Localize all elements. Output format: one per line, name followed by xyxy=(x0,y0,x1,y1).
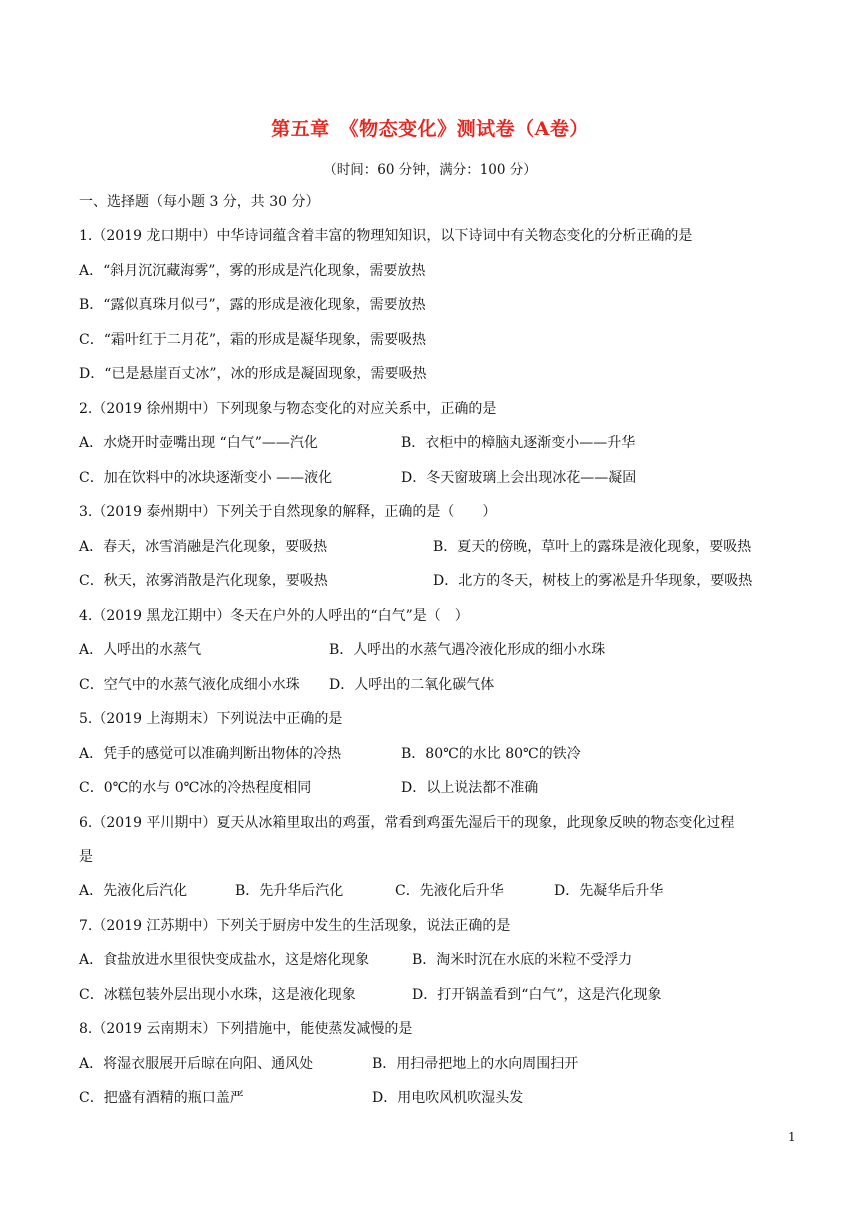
question-2-option-b: B．衣柜中的樟脑丸逐渐变小——升华 xyxy=(401,435,636,451)
question-3-option-b: B．夏天的傍晚，草叶上的露珠是液化现象，要吸热 xyxy=(433,539,752,555)
question-8-option-b: B．用扫帚把地上的水向周围扫开 xyxy=(372,1056,579,1072)
question-7-option-b: B．淘米时沉在水底的米粒不受浮力 xyxy=(412,952,633,968)
question-3-option-c: C．秋天，浓雾消散是汽化现象，要吸热 xyxy=(79,573,328,589)
question-7-option-a: A．食盐放进水里很快变成盐水，这是熔化现象 xyxy=(79,952,370,968)
question-2-option-c: C．加在饮料中的冰块逐渐变小 ——液化 xyxy=(79,470,333,486)
question-2-option-d: D．冬天窗玻璃上会出现冰花——凝固 xyxy=(401,470,637,486)
question-5-stem: 5.（2019 上海期末）下列说法中正确的是 xyxy=(79,711,343,727)
question-8-option-c: C．把盛有酒精的瓶口盖严 xyxy=(79,1090,244,1106)
question-8-option-a: A．将湿衣服展开后晾在向阳、通风处 xyxy=(79,1056,314,1072)
question-6-option-d: D．先凝华后升华 xyxy=(554,883,664,899)
question-8-stem: 8.（2019 云南期末）下列措施中，能使蒸发减慢的是 xyxy=(79,1021,413,1037)
question-6-stem-continued: 是 xyxy=(79,849,93,865)
question-8-option-d: D．用电吹风机吹湿头发 xyxy=(372,1090,524,1106)
question-4-option-c: C．空气中的水蒸气液化成细小水珠 xyxy=(79,677,300,693)
question-4-stem: 4.（2019 黑龙江期中）冬天在户外的人呼出的“白气”是（ ） xyxy=(79,608,469,624)
question-4-option-b: B．人呼出的水蒸气遇冷液化形成的细小水珠 xyxy=(329,642,606,658)
question-6-stem: 6.（2019 平川期中）夏天从冰箱里取出的鸡蛋，常看到鸡蛋先湿后干的现象，此现象反映的物态变化过程 xyxy=(79,815,735,831)
question-5-option-d: D．以上说法都不准确 xyxy=(401,780,539,796)
question-4-option-d: D．人呼出的二氧化碳气体 xyxy=(329,677,495,693)
question-6-option-a: A．先液化后汽化 xyxy=(79,883,188,899)
question-1-option-a: A．“斜月沉沉藏海雾”，雾的形成是汽化现象，需要放热 xyxy=(79,263,426,279)
question-5-option-c: C．0℃的水与 0℃冰的冷热程度相同 xyxy=(79,780,312,796)
page-number: 1 xyxy=(788,1130,796,1144)
question-7-stem: 7.（2019 江苏期中）下列关于厨房中发生的生活现象，说法正确的是 xyxy=(79,918,511,934)
question-4-option-a: A．人呼出的水蒸气 xyxy=(79,642,202,658)
question-2-option-a: A．水烧开时壶嘴出现 “白气”——汽化 xyxy=(79,435,318,451)
question-1-option-d: D．“已是悬崖百丈冰”，冰的形成是凝固现象，需要吸热 xyxy=(79,366,427,382)
question-5-option-b: B．80℃的水比 80℃的铁冷 xyxy=(401,746,581,762)
exam-info: （时间：60 分钟，满分：100 分） xyxy=(323,162,537,178)
question-3-option-a: A．春天，冰雪消融是汽化现象，要吸热 xyxy=(79,539,328,555)
question-1-stem: 1.（2019 龙口期中）中华诗词蕴含着丰富的物理知知识，以下诗词中有关物态变化的分析正确的是 xyxy=(79,228,693,244)
question-5-option-a: A．凭手的感觉可以准确判断出物体的冷热 xyxy=(79,746,342,762)
page-title: 第五章 《物态变化》测试卷（A卷） xyxy=(271,118,589,140)
question-1-option-c: C．“霜叶红于二月花”，霜的形成是凝华现象，需要吸热 xyxy=(79,332,427,348)
question-3-option-d: D．北方的冬天，树枝上的雾凇是升华现象，要吸热 xyxy=(433,573,753,589)
question-7-option-d: D．打开锅盖看到“白气”，这是汽化现象 xyxy=(412,987,662,1003)
question-3-stem: 3.（2019 泰州期中）下列关于自然现象的解释，正确的是（ ） xyxy=(79,504,497,520)
question-6-option-b: B．先升华后汽化 xyxy=(235,883,344,899)
section-heading: 一、选择题（每小题 3 分，共 30 分） xyxy=(79,194,320,210)
question-1-option-b: B．“露似真珠月似弓”，露的形成是液化现象，需要放热 xyxy=(79,297,426,313)
question-2-stem: 2.（2019 徐州期中）下列现象与物态变化的对应关系中，正确的是 xyxy=(79,401,497,417)
question-7-option-c: C．冰糕包装外层出现小水珠，这是液化现象 xyxy=(79,987,356,1003)
question-6-option-c: C．先液化后升华 xyxy=(395,883,504,899)
